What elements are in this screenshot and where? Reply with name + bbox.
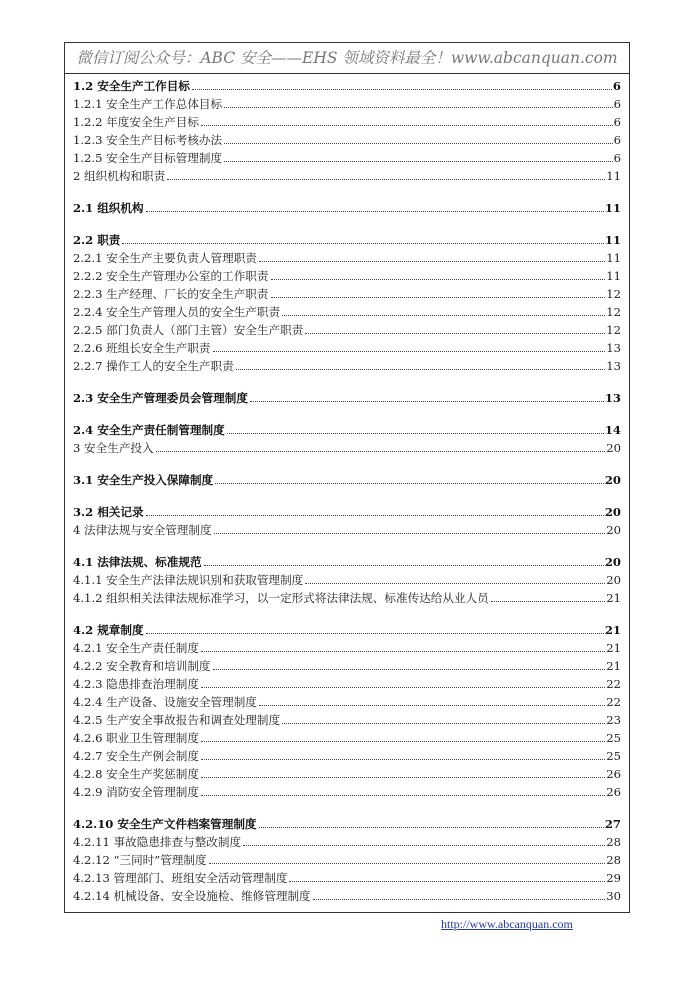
toc-entry-title: 4.2.8 安全生产奖惩制度 [73,767,199,781]
toc-entry-page: 12 [606,323,621,337]
toc-entry-title: 2.4 安全生产责任制管理制度 [73,423,225,437]
toc-dot-leader [259,705,605,706]
toc-entry-title: 2.2.2 安全生产管理办公室的工作职责 [73,269,269,283]
toc-entry-page: 30 [606,889,621,903]
toc-entry-page: 11 [606,169,621,183]
page-frame [64,42,630,913]
toc-entry-title: 2 组织机构和职责 [73,169,166,183]
toc-entry-title: 4.2.13 管理部门、班组安全活动管理制度 [73,871,288,885]
page-header: 微信订阅公众号：ABC 安全——EHS 领域资料最全！www.abcanquan.com [65,43,629,74]
toc-entry-page: 22 [606,677,621,691]
toc-entry-title: 4 法律法规与安全管理制度 [73,523,212,537]
toc-dot-leader [259,827,604,828]
toc-entry[interactable] [73,869,621,887]
toc-entry-page: 21 [606,591,621,605]
toc-dot-leader [305,333,605,334]
toc-entry-title: 2.2.6 班组长安全生产职责 [73,341,211,355]
toc-dot-leader [201,125,613,126]
toc-entry-title: 2.2.7 操作工人的安全生产职责 [73,359,234,373]
toc-entry[interactable] [73,421,621,439]
toc-entry[interactable] [73,553,621,571]
toc-entry-page: 12 [606,287,621,301]
toc-dot-leader [146,211,604,212]
toc-entry-page: 29 [606,871,621,885]
toc-entry-page: 6 [612,79,621,93]
toc-entry-title: 2.2 职责 [73,233,121,247]
toc-dot-leader [192,89,612,90]
toc-entry-title: 4.2.7 安全生产例会制度 [73,749,199,763]
toc-entry-title: 4.2.6 职业卫生管理制度 [73,731,199,745]
toc-entry-title: 4.2.10 安全生产文件档案管理制度 [73,817,257,831]
toc-entry[interactable] [73,521,621,539]
toc-entry[interactable] [73,285,621,303]
toc-entry[interactable] [73,675,621,693]
toc-entry[interactable] [73,389,621,407]
toc-entry-title: 3 安全生产投入 [73,441,154,455]
toc-entry[interactable] [73,887,621,905]
toc-entry-title: 4.2.3 隐患排查治理制度 [73,677,199,691]
toc-dot-leader [213,351,606,352]
toc-dot-leader [224,143,612,144]
toc-dot-leader [271,297,606,298]
toc-dot-leader [313,899,606,900]
toc-dot-leader [201,741,605,742]
toc-entry-page: 20 [606,441,621,455]
toc-dot-leader [209,863,606,864]
toc-dot-leader [213,669,606,670]
toc-dot-leader [227,433,604,434]
toc-dot-leader [282,315,605,316]
toc-entry-title: 4.2.12 “三同时”管理制度 [73,853,207,867]
toc-dot-leader [214,533,606,534]
toc-entry-title: 1.2.3 安全生产目标考核办法 [73,133,223,147]
toc-entry-page: 13 [606,341,621,355]
toc-entry-title: 4.2.2 安全教育和培训制度 [73,659,211,673]
toc-dot-leader [271,279,606,280]
toc-entry-title: 3.2 相关记录 [73,505,144,519]
toc-entry-page: 26 [606,785,621,799]
toc-entry-page: 11 [606,251,621,265]
toc-entry-page: 20 [604,555,621,569]
toc-entry[interactable] [73,339,621,357]
toc-entry-title: 4.2.9 消防安全管理制度 [73,785,199,799]
toc-dot-leader [259,261,605,262]
toc-entry-title: 4.2.11 事故隐患排查与整改制度 [73,835,242,849]
toc-entry-title: 3.1 安全生产投入保障制度 [73,473,214,487]
toc-entry[interactable] [73,747,621,765]
toc-dot-leader [156,451,606,452]
toc-entry-page: 21 [604,623,621,637]
toc-entry[interactable] [73,199,621,217]
toc-dot-leader [224,107,612,108]
toc-entry-title: 1.2.2 年度安全生产目标 [73,115,199,129]
toc-entry-title: 2.2.3 生产经理、厂长的安全生产职责 [73,287,269,301]
toc-entry[interactable] [73,621,621,639]
toc-entry-page: 20 [606,573,621,587]
toc-entry-page: 26 [606,767,621,781]
toc-dot-leader [215,483,604,484]
toc-entry-page: 20 [606,523,621,537]
toc-entry-title: 2.2.4 安全生产管理人员的安全生产职责 [73,305,281,319]
toc-dot-leader [201,687,605,688]
toc-entry[interactable] [73,639,621,657]
toc-entry[interactable] [73,851,621,869]
toc-entry-page: 28 [606,835,621,849]
toc-entry-title: 4.1 法律法规、标准规范 [73,555,202,569]
toc-dot-leader [201,795,605,796]
toc-dot-leader [146,633,604,634]
toc-entry[interactable] [73,113,621,131]
toc-entry-page: 11 [606,269,621,283]
toc-dot-leader [224,161,612,162]
toc-dot-leader [305,583,605,584]
toc-entry-page: 22 [606,695,621,709]
toc-entry-title: 4.1.1 安全生产法律法规识别和获取管理制度 [73,573,304,587]
toc-entry-page: 20 [604,505,621,519]
toc-dot-leader [201,759,605,760]
toc-entry[interactable] [73,783,621,801]
toc-entry[interactable] [73,357,621,375]
toc-entry-page: 28 [606,853,621,867]
toc-entry[interactable] [73,439,621,457]
toc-entry[interactable] [73,503,621,521]
table-of-contents [65,74,629,905]
toc-entry[interactable] [73,765,621,783]
toc-entry[interactable] [73,95,621,113]
toc-dot-leader [491,601,605,602]
toc-dot-leader [122,243,603,244]
toc-dot-leader [243,845,605,846]
toc-entry-title: 4.2.5 生产安全事故报告和调查处理制度 [73,713,281,727]
toc-entry[interactable] [73,471,621,489]
toc-entry-page: 23 [606,713,621,727]
toc-dot-leader [201,651,605,652]
toc-entry[interactable] [73,77,621,95]
footer-link[interactable]: http://www.abcanquan.com [441,917,573,931]
toc-entry[interactable] [73,167,621,185]
toc-entry-page: 20 [604,473,621,487]
toc-entry-title: 2.2.5 部门负责人（部门主管）安全生产职责 [73,323,304,337]
toc-entry-page: 6 [613,97,621,111]
toc-entry-page: 6 [613,133,621,147]
toc-entry[interactable] [73,249,621,267]
toc-entry-page: 6 [613,151,621,165]
toc-entry-page: 25 [606,749,621,763]
toc-entry-title: 1.2 安全生产工作目标 [73,79,190,93]
toc-entry[interactable] [73,729,621,747]
toc-dot-leader [146,515,604,516]
toc-entry[interactable] [73,815,621,833]
toc-dot-leader [201,777,605,778]
toc-entry-page: 25 [606,731,621,745]
toc-dot-leader [282,723,605,724]
toc-entry[interactable] [73,657,621,675]
toc-entry-page: 21 [606,641,621,655]
toc-dot-leader [236,369,606,370]
toc-entry-page: 13 [606,359,621,373]
toc-dot-leader [167,179,605,180]
toc-entry[interactable] [73,711,621,729]
toc-entry-title: 2.1 组织机构 [73,201,144,215]
toc-entry-page: 6 [613,115,621,129]
toc-entry-page: 12 [606,305,621,319]
toc-entry[interactable] [73,833,621,851]
toc-dot-leader [250,401,604,402]
toc-entry-page: 11 [604,201,621,215]
toc-entry[interactable] [73,321,621,339]
toc-entry-page: 11 [604,233,621,247]
toc-entry-title: 2.3 安全生产管理委员会管理制度 [73,391,248,405]
toc-entry-page: 21 [606,659,621,673]
toc-entry[interactable] [73,149,621,167]
toc-entry[interactable] [73,693,621,711]
toc-entry-page: 27 [604,817,621,831]
toc-dot-leader [289,881,605,882]
toc-entry-page: 13 [604,391,621,405]
toc-entry-title: 1.2.1 安全生产工作总体目标 [73,97,223,111]
toc-dot-leader [204,565,604,566]
toc-entry-title: 4.2.14 机械设备、安全设施检、维修管理制度 [73,889,311,903]
toc-entry[interactable] [73,231,621,249]
toc-entry[interactable] [73,303,621,321]
toc-entry-title: 4.1.2 组织相关法律法规标准学习，以一定形式将法律法规、标准传达给从业人员 [73,591,489,605]
toc-entry-title: 4.2.1 安全生产责任制度 [73,641,199,655]
toc-entry-title: 1.2.5 安全生产目标管理制度 [73,151,223,165]
toc-entry-title: 4.2 规章制度 [73,623,144,637]
toc-entry-title: 4.2.4 生产设备、设施安全管理制度 [73,695,257,709]
toc-entry[interactable] [73,571,621,589]
toc-entry-title: 2.2.1 安全生产主要负责人管理职责 [73,251,257,265]
toc-entry[interactable] [73,267,621,285]
toc-entry[interactable] [73,589,621,607]
toc-entry[interactable] [73,131,621,149]
toc-entry-page: 14 [604,423,621,437]
